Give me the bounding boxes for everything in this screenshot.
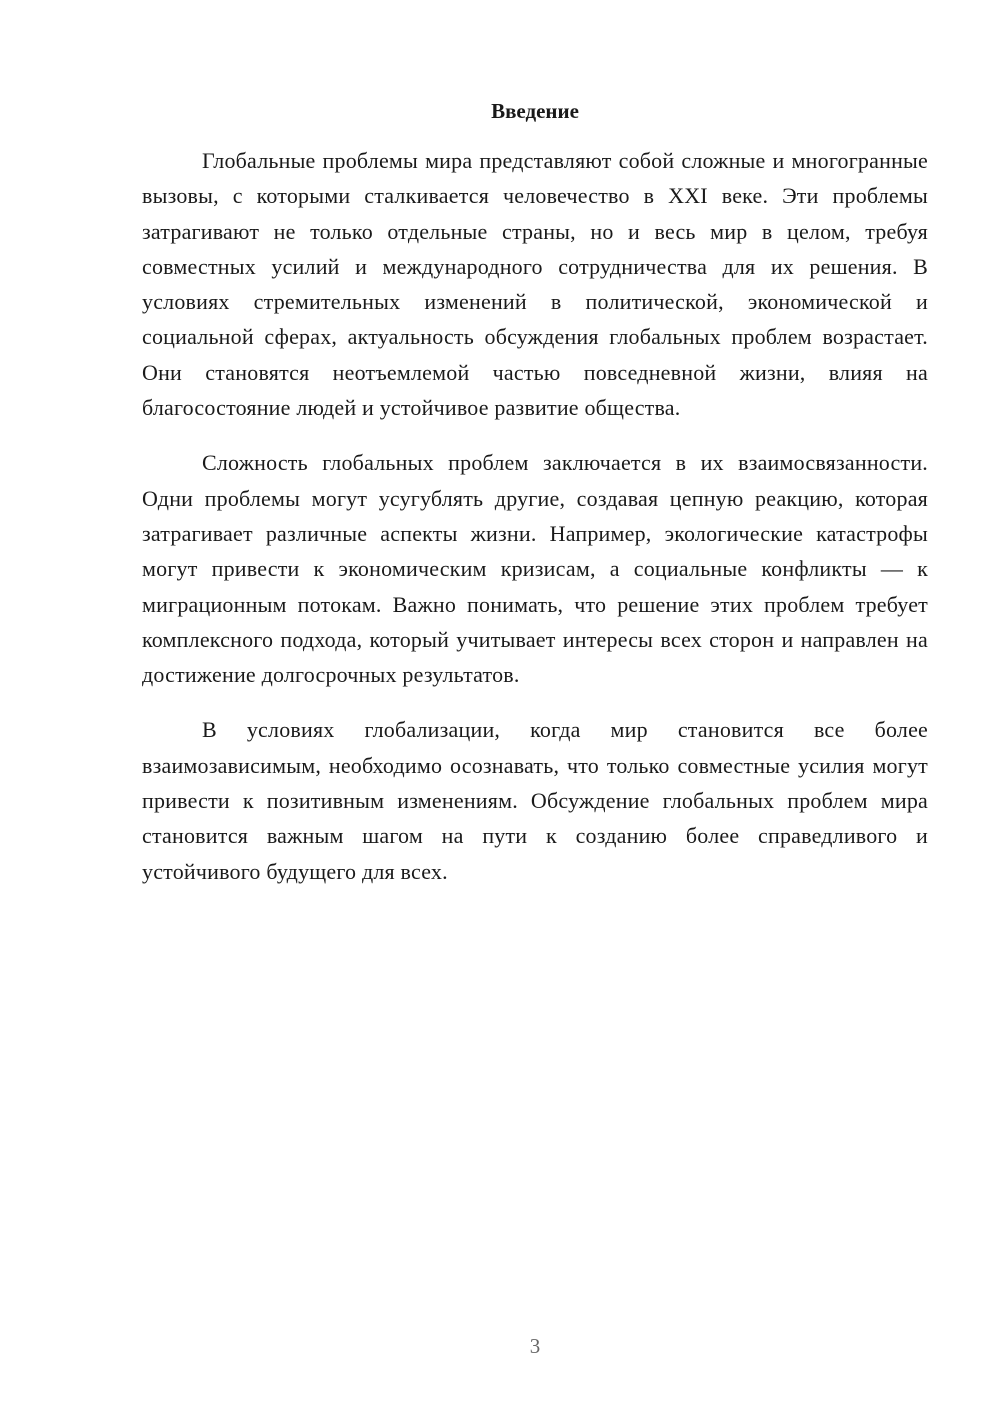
page-title: Введение [491,99,579,123]
page-number: 3 [529,1334,541,1358]
body-text [142,143,928,909]
paragraph-3: В условиях глобализации, когда мир становится все более взаимозависимым, необходимо осознавать, что только совместные усилия могут привести к позитивным изменениям. Обсуждение глобальных проблем мира становится важным шагом на пути к созданию более справедливого и устойчивого будущего для всех. [142,717,928,884]
paragraph-2: Сложность глобальных проблем заключается в их взаимосвязанности. Одни проблемы могут усугублять другие, создавая цепную реакцию, которая затрагивает различные аспекты жизни. Например, экологические катастрофы могут привести к экономическим кризисам, а социальные конфликты — к миграционным потокам. Важно понимать, что решение этих проблем требует комплексного подхода, который учитывает интересы всех сторон и направлен на достижение долгосрочных результатов. [142,450,928,688]
paragraph-1: Глобальные проблемы мира представляют собой сложные и многогранные вызовы, с которыми сталкивается человечество в XXI веке. Эти проблемы затрагивают не только отдельные страны, но и весь мир в целом, требуя совместных усилий и международного сотрудничества для их решения. В условиях стремительных изменений в политической, экономической и социальной сферах, актуальность обсуждения глобальных проблем возрастает. Они становятся неотъемлемой частью повседневной жизни, влияя на благосостояние людей и устойчивое развитие общества. [142,148,928,421]
